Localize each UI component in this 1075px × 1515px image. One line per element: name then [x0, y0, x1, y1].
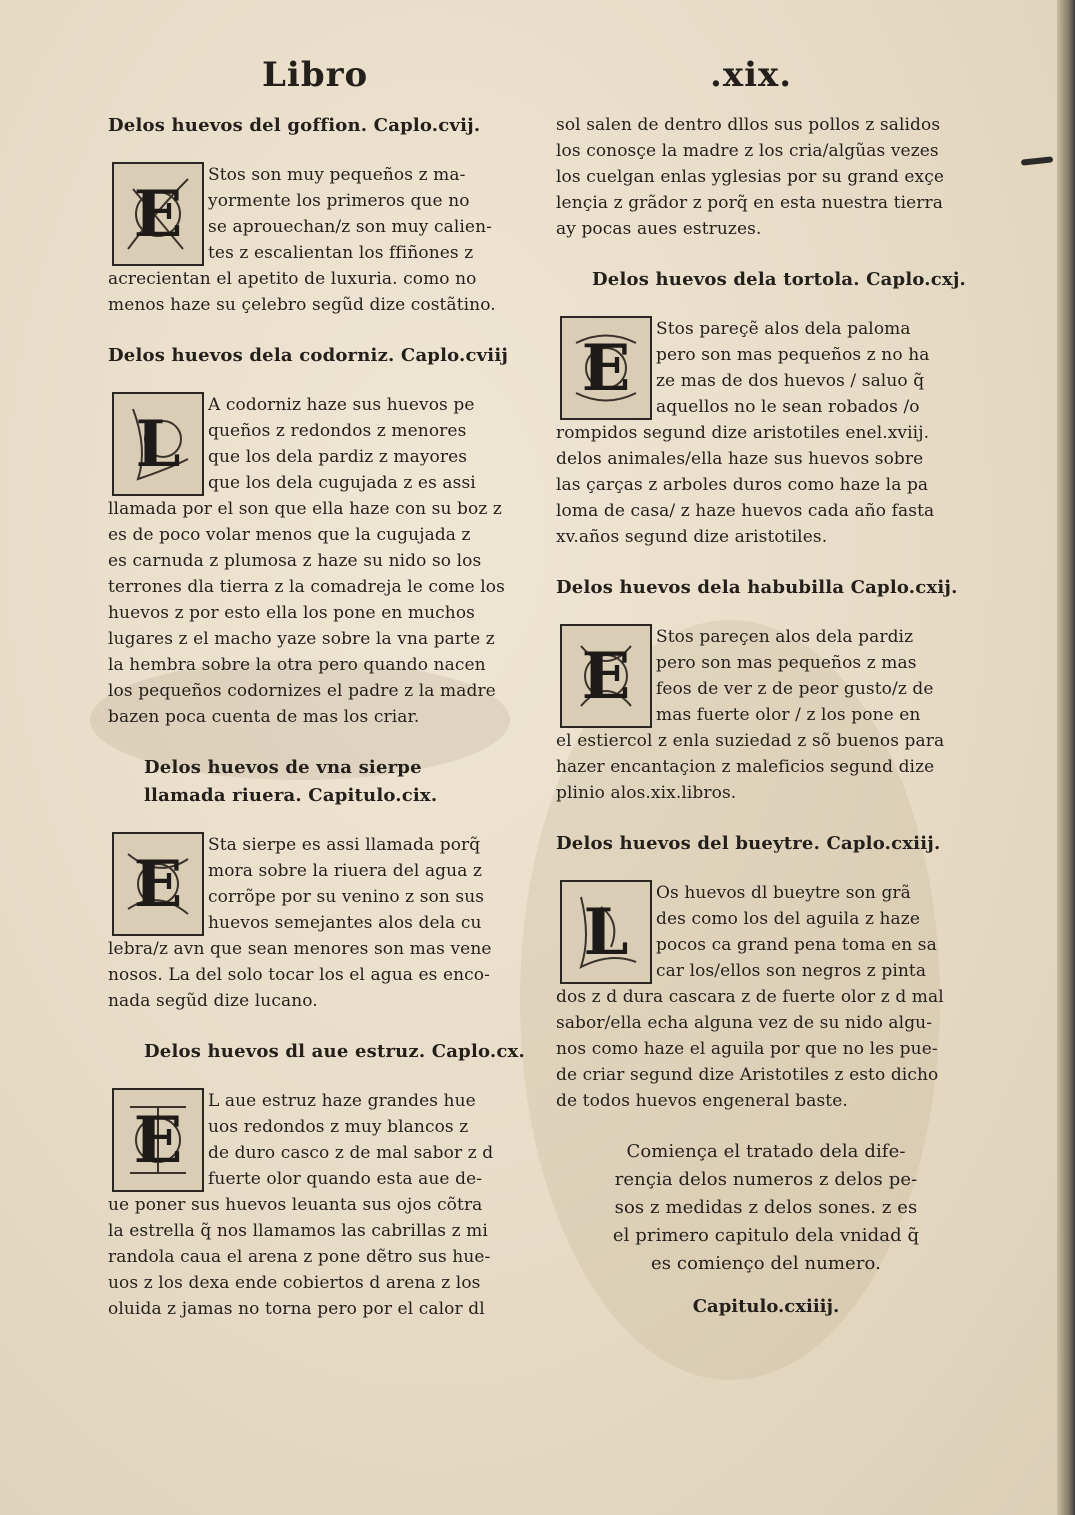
text-line: mora sobre la riuera del agua z — [208, 861, 483, 881]
chapter-heading: Delos huevos del goffion. Caplo.cvij. — [108, 115, 481, 136]
decorated-initial-icon: E — [560, 624, 652, 728]
text-line: lençia z grãdor z porq̃ en esta nuestra tierra — [556, 193, 943, 213]
text-line: fuerte olor quando esta aue de- — [208, 1169, 483, 1189]
text-line: queños z redondos z menores — [208, 421, 467, 441]
text-line: yormente los primeros que no — [208, 191, 470, 211]
text-line: huevos semejantes alos dela cu — [208, 913, 482, 933]
text-line: rompidos segund dize aristotiles enel.xviij. — [556, 423, 930, 443]
text-line: las çarças z arboles duros como haze la pa — [556, 475, 929, 495]
text-line: des como los del aguila z haze — [656, 909, 921, 929]
chapter-heading: Capitulo.cxiiij. — [692, 1296, 840, 1317]
text-line: de criar segund dize Aristotiles z esto dicho — [556, 1065, 939, 1085]
chapter-heading: Delos huevos dela habubilla Caplo.cxij. — [556, 577, 958, 598]
chapter-cx-continued — [556, 112, 956, 242]
chapter-cvij — [108, 112, 508, 318]
text-line: Sta sierpe es assi llamada porq̃ — [208, 835, 481, 855]
text-line: el primero capitulo dela vnidad q̃ — [612, 1225, 920, 1246]
text-line: Stos son muy pequeños z ma- — [208, 165, 466, 185]
text-line: sos z medidas z delos sones. z es — [614, 1197, 918, 1218]
text-line: tes z escalientan los ffiñones z — [208, 243, 474, 263]
chapter-cxiij — [556, 830, 956, 1114]
decorated-initial-icon: L — [560, 880, 652, 984]
chapter-cx — [108, 1038, 525, 1322]
chapter-heading: Delos huevos dela tortola. Caplo.cxj. — [592, 269, 967, 290]
text-line: uos z los dexa ende cobiertos d arena z los — [108, 1273, 481, 1293]
text-line: llamada por el son que ella haze con su boz z — [108, 499, 502, 519]
text-line: feos de ver z de peor gusto/z de — [656, 679, 934, 699]
text-line: se aprouechan/z son muy calien- — [208, 217, 492, 237]
text-line: los pequeños codornizes el padre z la madre — [108, 681, 496, 701]
text-line: sol salen de dentro dllos sus pollos z salidos — [556, 115, 941, 135]
chapter-cix — [108, 754, 508, 1014]
text-line: car los/ellos son negros z pinta — [656, 961, 927, 981]
chapter-cxij — [556, 574, 956, 806]
text-line: lebra/z avn que sean menores son mas vene — [108, 939, 492, 959]
running-head-right: .xix. — [710, 55, 793, 95]
chapter-heading: Delos huevos del bueytre. Caplo.cxiij. — [556, 833, 941, 854]
chapter-heading: Delos huevos dela codorniz. Caplo.cviij — [108, 345, 509, 366]
text-line: acrecientan el apetito de luxuria. como no — [108, 269, 477, 289]
text-line: el estiercol z enla suziedad z sõ buenos para — [556, 731, 945, 751]
decorated-initial-icon: E — [112, 1088, 204, 1192]
text-line: terrones dla tierra z la comadreja le come los — [108, 577, 505, 597]
text-line: delos animales/ella haze sus huevos sobre — [556, 449, 924, 469]
text-line: es de poco volar menos que la cugujada z — [108, 525, 471, 545]
text-line: nada segũd dize lucano. — [108, 991, 318, 1011]
text-line: huevos z por esto ella los pone en muchos — [108, 603, 476, 623]
text-line: los cuelgan enlas yglesias por su grand exçe — [556, 167, 944, 187]
text-line: xv.años segund dize aristotiles. — [556, 527, 828, 547]
decorated-initial-icon: E — [112, 162, 204, 266]
text-line: que los dela cugujada z es assi — [208, 473, 476, 493]
ink-smudge — [1021, 156, 1053, 165]
text-line: pocos ca grand pena toma en sa — [656, 935, 937, 955]
decorated-initial-icon: E — [112, 832, 204, 936]
text-line: Os huevos dl bueytre son grã — [656, 883, 911, 903]
text-line: rençia delos numeros z delos pe- — [614, 1169, 918, 1190]
text-line: L aue estruz haze grandes hue — [208, 1091, 476, 1111]
text-line: uos redondos z muy blancos z — [208, 1117, 469, 1137]
text-line: nosos. La del solo tocar los el agua es enco- — [108, 965, 490, 985]
text-line: ue poner sus huevos leuanta sus ojos cõtra — [108, 1195, 483, 1215]
text-line: Comiença el tratado dela dife- — [626, 1141, 906, 1162]
chapter-cxj — [556, 266, 967, 550]
decorated-initial-icon: E — [560, 316, 652, 420]
text-line: randola caua el arena z pone dẽtro sus hue- — [108, 1247, 491, 1267]
text-line: la hembra sobre la otra pero quando nacen — [108, 655, 486, 675]
text-line: dos z d dura cascara z de fuerte olor z d mal — [556, 987, 944, 1007]
text-line: loma de casa/ z haze huevos cada año fasta — [556, 501, 935, 521]
decorated-initial-icon: L — [112, 392, 204, 496]
text-line: que los dela pardiz z mayores — [208, 447, 468, 467]
text-line: es carnuda z plumosa z haze su nido so los — [108, 551, 482, 571]
chapter-heading: Delos huevos dl aue estruz. Caplo.cx. — [144, 1041, 525, 1062]
text-line: de duro casco z de mal sabor z d — [208, 1143, 494, 1163]
text-line: de todos huevos engeneral baste. — [556, 1091, 848, 1111]
text-line: pero son mas pequeños z no ha — [656, 345, 930, 365]
left-column — [108, 112, 525, 1346]
text-line: pero son mas pequeños z mas — [656, 653, 917, 673]
text-line: la estrella q̃ nos llamamos las cabrillas z mi — [108, 1221, 488, 1241]
text-line: nos como haze el aguila por que no les pue- — [556, 1039, 938, 1059]
text-line: Stos pareçẽ alos dela paloma — [656, 319, 911, 339]
text-line: Stos pareçen alos dela pardiz — [656, 627, 914, 647]
text-line: hazer encantaçion z maleficios segund dize — [556, 757, 935, 777]
running-head-left: Libro — [262, 55, 369, 95]
text-line: los conosçe la madre z los cria/algũas vezes — [556, 141, 939, 161]
text-line: ze mas de dos huevos / saluo q̃ — [656, 371, 925, 391]
text-line: lugares z el macho yaze sobre la vna parte z — [108, 629, 495, 649]
treatise-intro — [556, 1138, 956, 1317]
text-line: menos haze su çelebro segũd dize costãtino. — [108, 295, 496, 315]
text-line: plinio alos.xix.libros. — [556, 783, 737, 803]
text-line: ay pocas aues estruzes. — [556, 219, 762, 239]
right-column — [556, 112, 967, 1317]
text-line: sabor/ella echa alguna vez de su nido algu- — [556, 1013, 933, 1033]
text-line: es comienço del numero. — [651, 1253, 881, 1274]
chapter-heading: Delos huevos de vna sierpe llamada riuera. Capitulo.cix. — [144, 757, 438, 806]
text-line: mas fuerte olor / z los pone en — [656, 705, 921, 725]
text-line: bazen poca cuenta de mas los criar. — [108, 707, 420, 727]
text-line: corrõpe por su venino z son sus — [208, 887, 485, 907]
text-line: aquellos no le sean robados /o — [656, 397, 920, 417]
chapter-cviij — [108, 342, 508, 730]
text-line: oluida z jamas no torna pero por el calor dl — [108, 1299, 485, 1319]
text-line: A codorniz haze sus huevos pe — [208, 395, 475, 415]
